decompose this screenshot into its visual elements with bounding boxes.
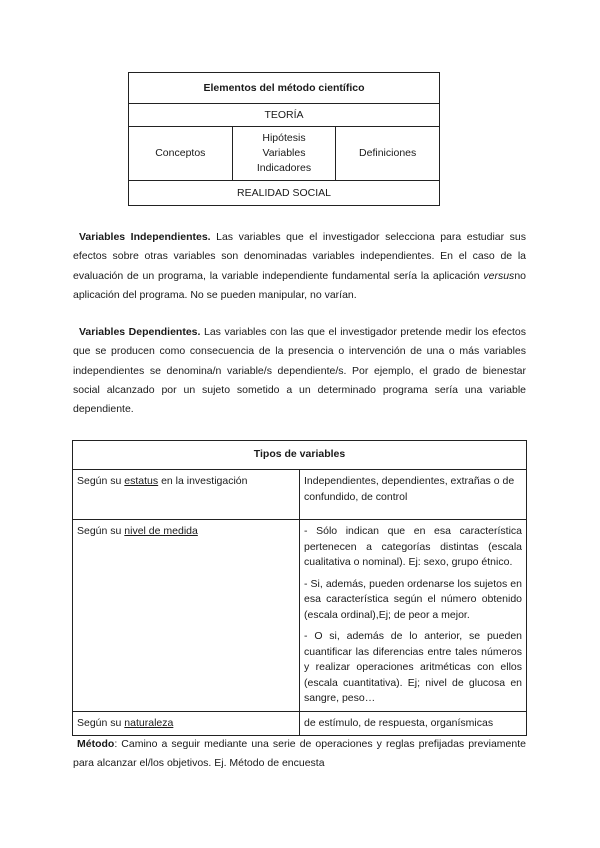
independent-variables-text-b: no aplicación del programa. No se pueden manipular, no varían. [73, 269, 526, 301]
status-label-suffix: en la investigación [158, 475, 248, 487]
dependent-variables-text: Las variables con las que el investigador pretende medir los efectos que se producen como consecuencia de la presencia o intervención de una o más variables independientes se denomina/n variable/s dependiente/s. Por ejemplo, el grado de bienestar social alcanzado por un sujeto sometido a un determinado programa sería una variable dependiente. [73, 326, 526, 416]
social-reality-cell: REALIDAD SOCIAL [129, 181, 440, 206]
method-text: : Camino a seguir mediante una serie de operaciones y reglas prefijadas previamente para alcanzar el/los objetivos. Ej. Método de encuesta [73, 738, 526, 770]
dependent-variables-term: Variables Dependientes. [79, 326, 201, 338]
level-item: - Si, además, pueden ordenarse los sujetos en esa característica según el número obtenido (escala ordinal),Ej; de peor a mejor. [304, 577, 522, 621]
definitions-cell: Definiciones [336, 127, 440, 181]
nature-row-label [73, 711, 300, 736]
independent-variables-term: Variables Independientes. [79, 231, 211, 243]
dependent-variables-paragraph [73, 323, 526, 419]
level-row-value [300, 520, 527, 712]
variable-types-table [72, 440, 527, 736]
scientific-method-table [128, 72, 440, 206]
status-label-prefix: Según su [77, 475, 125, 487]
nature-label-key: naturaleza [124, 716, 174, 729]
hypothesis-label: Hipótesis [262, 132, 306, 144]
nature-label-prefix: Según su [77, 716, 125, 729]
indicators-label: Indicadores [256, 162, 312, 174]
level-item: - Sólo indican que en esa característica pertenecen a categorías distintas (escala cualitativa o nominal). Ej: sexo, grupo étnico. [304, 525, 522, 568]
scientific-method-table-title: Elementos del método científico [129, 73, 440, 104]
level-row-label [73, 520, 300, 712]
nature-row-value: de estímulo, de respuesta, organísmicas [300, 711, 527, 736]
variables-label: Variables [262, 147, 306, 159]
independent-variables-text-a: Las variables que el investigador selecciona para estudiar sus efectos sobre otras variables son denominadas variables independientes. En el caso de la evaluación de un programa, la variable independiente fundamental sería la aplicación [73, 231, 526, 282]
hypothesis-cell [232, 127, 336, 181]
status-label-key: estatus [124, 475, 159, 487]
level-label-key: nivel de medida [124, 525, 198, 537]
status-row-label [73, 470, 300, 520]
variable-types-table-title: Tipos de variables [73, 441, 527, 470]
independent-variables-italic: versus [483, 269, 515, 282]
level-item: - O si, además de lo anterior, se pueden cuantificar las diferencias entre tales números y realizar operaciones aritméticas con ellos (escala cuantitativa). Ej; nivel de glucosa en sangre, peso… [304, 630, 522, 704]
independent-variables-paragraph [73, 228, 526, 305]
level-label-prefix: Según su [77, 525, 125, 537]
theory-cell: TEORÍA [129, 104, 440, 127]
method-term: Método [77, 738, 115, 750]
status-row-value: Independientes, dependientes, extrañas o de confundido, de control [300, 470, 527, 520]
method-paragraph [73, 735, 526, 774]
concepts-cell: Conceptos [129, 127, 233, 181]
